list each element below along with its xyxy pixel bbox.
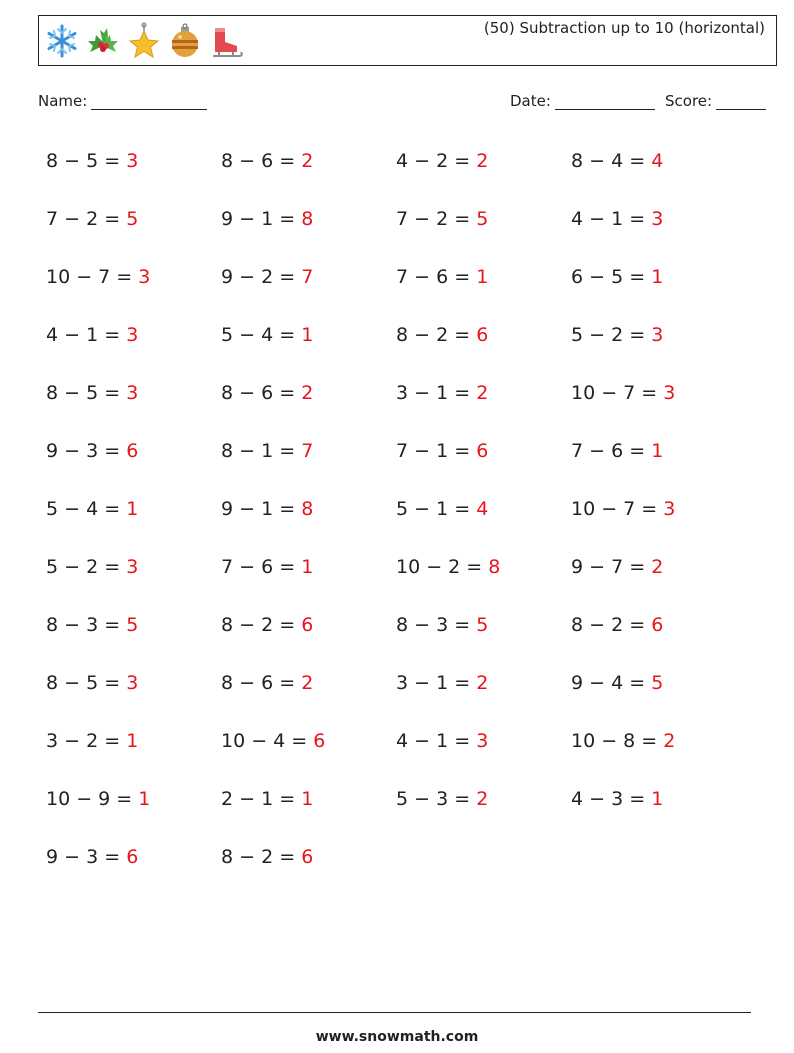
problem-40 [571,670,663,696]
problem-expression: 3 − 2 = [46,730,127,752]
problem-35 [396,612,488,638]
problem-expression: 10 − 2 = [396,556,489,578]
problem-answer: 3 [126,382,139,404]
problem-answer: 5 [476,208,489,230]
problem-answer: 4 [651,150,664,172]
problem-42 [221,728,325,754]
score-label: Score: [665,92,713,110]
problem-answer: 5 [651,672,664,694]
problem-21 [46,438,138,464]
problem-answer: 3 [651,208,664,230]
problem-expression: 9 − 2 = [221,266,302,288]
problem-expression: 7 − 6 = [396,266,477,288]
problem-38 [221,670,313,696]
problem-2 [221,148,313,174]
problem-expression: 10 − 7 = [571,498,664,520]
problem-expression: 7 − 2 = [396,208,477,230]
problem-expression: 7 − 6 = [571,440,652,462]
problem-answer: 2 [476,672,489,694]
problem-expression: 8 − 2 = [396,324,477,346]
problem-expression: 5 − 2 = [571,324,652,346]
problem-answer: 1 [301,556,314,578]
problem-answer: 6 [313,730,326,752]
problem-18 [221,380,313,406]
problem-expression: 9 − 1 = [221,208,302,230]
problem-expression: 7 − 2 = [46,208,127,230]
problem-10 [221,264,313,290]
problem-expression: 9 − 3 = [46,440,127,462]
problem-answer: 5 [126,208,139,230]
problem-43 [396,728,488,754]
problem-24 [571,438,663,464]
problem-29 [46,554,138,580]
problem-48 [571,786,663,812]
problem-answer: 1 [301,788,314,810]
problem-47 [396,786,488,812]
problem-answer: 2 [476,150,489,172]
problem-answer: 6 [126,440,139,462]
problem-46 [221,786,313,812]
problem-answer: 7 [301,266,314,288]
problem-expression: 8 − 1 = [221,440,302,462]
problem-7 [396,206,488,232]
problem-expression: 8 − 3 = [396,614,477,636]
problem-expression: 10 − 4 = [221,730,314,752]
problem-41 [46,728,138,754]
problem-44 [571,728,675,754]
problem-32 [571,554,663,580]
problem-34 [221,612,313,638]
problem-11 [396,264,488,290]
problem-answer: 3 [126,556,139,578]
problem-answer: 6 [301,846,314,868]
problem-expression: 3 − 1 = [396,382,477,404]
problem-expression: 8 − 6 = [221,150,302,172]
problem-expression: 4 − 2 = [396,150,477,172]
problem-expression: 8 − 5 = [46,672,127,694]
problem-49 [46,844,138,870]
problem-31 [396,554,500,580]
problem-expression: 7 − 6 = [221,556,302,578]
problem-expression: 5 − 4 = [221,324,302,346]
problem-expression: 9 − 4 = [571,672,652,694]
problem-expression: 6 − 5 = [571,266,652,288]
problem-expression: 8 − 5 = [46,382,127,404]
problem-expression: 8 − 2 = [221,614,302,636]
problem-answer: 2 [651,556,664,578]
problem-expression: 8 − 5 = [46,150,127,172]
problem-12 [571,264,663,290]
problem-answer: 1 [301,324,314,346]
problem-answer: 8 [301,208,314,230]
problem-answer: 7 [301,440,314,462]
problem-39 [396,670,488,696]
problem-8 [571,206,663,232]
problem-answer: 6 [301,614,314,636]
problem-9 [46,264,150,290]
problem-expression: 10 − 7 = [571,382,664,404]
problem-expression: 4 − 1 = [46,324,127,346]
problem-answer: 3 [476,730,489,752]
problem-16 [571,322,663,348]
problem-36 [571,612,663,638]
problem-answer: 6 [126,846,139,868]
problem-answer: 3 [663,382,676,404]
problem-37 [46,670,138,696]
problem-expression: 7 − 1 = [396,440,477,462]
problem-answer: 4 [476,498,489,520]
problem-expression: 9 − 7 = [571,556,652,578]
problem-expression: 9 − 3 = [46,846,127,868]
problem-expression: 8 − 3 = [46,614,127,636]
problem-answer: 3 [138,266,151,288]
problem-answer: 3 [126,150,139,172]
problem-answer: 5 [126,614,139,636]
problem-answer: 1 [126,730,139,752]
problem-answer: 3 [126,672,139,694]
problem-expression: 5 − 2 = [46,556,127,578]
problem-expression: 5 − 4 = [46,498,127,520]
problem-answer: 6 [476,324,489,346]
problem-6 [221,206,313,232]
problem-expression: 4 − 1 = [571,208,652,230]
problem-expression: 10 − 7 = [46,266,139,288]
problem-expression: 10 − 8 = [571,730,664,752]
problem-answer: 2 [301,672,314,694]
problem-3 [396,148,488,174]
problem-15 [396,322,488,348]
problem-expression: 5 − 3 = [396,788,477,810]
problem-50 [221,844,313,870]
problem-expression: 8 − 2 = [221,846,302,868]
problem-answer: 1 [138,788,151,810]
problem-19 [396,380,488,406]
problem-answer: 2 [476,788,489,810]
problem-answer: 2 [301,382,314,404]
problem-expression: 2 − 1 = [221,788,302,810]
footer-divider [38,1012,751,1013]
problem-expression: 4 − 1 = [396,730,477,752]
problem-answer: 6 [651,614,664,636]
problem-answer: 1 [126,498,139,520]
problem-25 [46,496,138,522]
problem-answer: 8 [488,556,501,578]
problem-answer: 3 [126,324,139,346]
problem-answer: 5 [476,614,489,636]
problem-20 [571,380,675,406]
problem-1 [46,148,138,174]
worksheet-title: (50) Subtraction up to 10 (horizontal) [483,19,765,37]
problem-answer: 2 [476,382,489,404]
problem-22 [221,438,313,464]
problem-expression: 8 − 6 = [221,672,302,694]
problem-expression: 5 − 1 = [396,498,477,520]
problem-answer: 1 [476,266,489,288]
problem-13 [46,322,138,348]
problem-answer: 1 [651,788,664,810]
problem-answer: 8 [301,498,314,520]
problem-33 [46,612,138,638]
problem-answer: 1 [651,266,664,288]
problem-14 [221,322,313,348]
problem-5 [46,206,138,232]
problem-answer: 2 [301,150,314,172]
problem-expression: 8 − 6 = [221,382,302,404]
problem-expression: 10 − 9 = [46,788,139,810]
date-label: Date: [510,92,551,110]
problem-45 [46,786,150,812]
problem-27 [396,496,488,522]
problem-expression: 9 − 1 = [221,498,302,520]
problem-28 [571,496,675,522]
problem-30 [221,554,313,580]
problem-answer: 6 [476,440,489,462]
problem-23 [396,438,488,464]
problem-answer: 3 [663,498,676,520]
problem-expression: 4 − 3 = [571,788,652,810]
problem-4 [571,148,663,174]
problem-expression: 3 − 1 = [396,672,477,694]
footer-url: www.snowmath.com [315,1029,479,1045]
problem-answer: 2 [663,730,676,752]
problem-26 [221,496,313,522]
problem-answer: 1 [651,440,664,462]
problem-expression: 8 − 4 = [571,150,652,172]
problem-17 [46,380,138,406]
problem-expression: 8 − 2 = [571,614,652,636]
name-label: Name: [38,92,88,110]
problem-answer: 3 [651,324,664,346]
